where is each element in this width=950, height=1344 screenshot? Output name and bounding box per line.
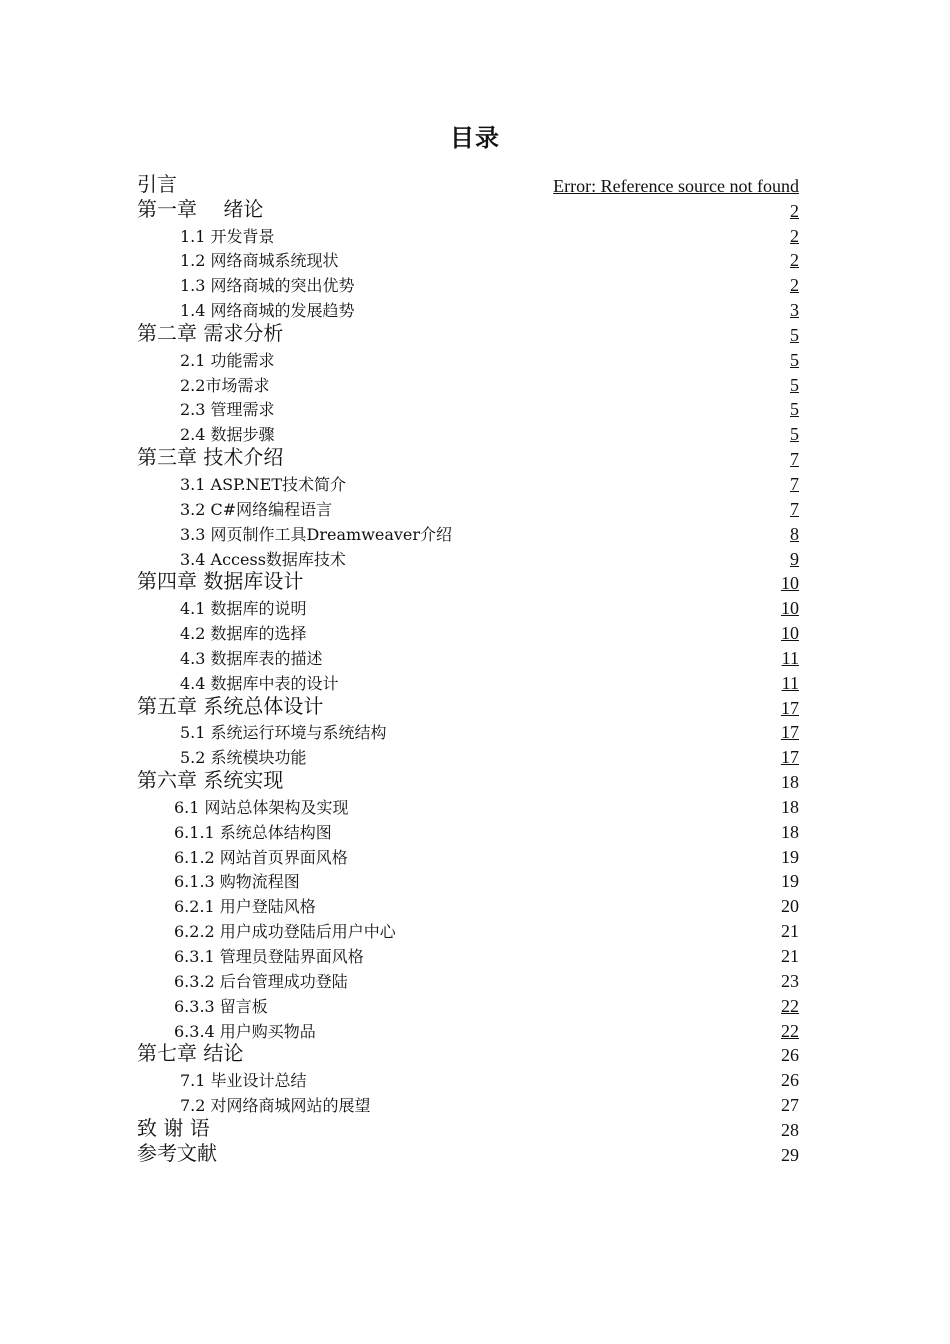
toc-entry-page-number[interactable]: 10 [781,623,799,644]
toc-entry-label: 6.1 网站总体架构及实现 [174,797,349,817]
toc-entry-page-number: 18 [781,772,799,793]
toc-entry-label: 6.2.1 用户登陆风格 [174,897,316,917]
toc-entry[interactable] [137,569,799,597]
toc-entry-page-number[interactable]: 9 [790,548,799,569]
toc-entry-page-number: 26 [781,1070,799,1091]
toc-entry-page-number: 20 [781,896,799,917]
toc-entry-label: 2.3 管理需求 [180,400,275,420]
toc-entry-page-number[interactable]: Error: Reference source not found [553,175,799,196]
toc-entry[interactable] [137,770,799,795]
toc-entry-label: 6.3.4 用户购买物品 [174,1021,316,1041]
toc-entry-page-number[interactable]: 8 [790,523,799,544]
toc-entry-label: 3.2 C#网络编程语言 [180,499,333,519]
toc-entry-label: 第七章 结论 [137,1041,244,1066]
toc-entry-page-number[interactable]: 7 [790,498,799,519]
toc-entry-page-number[interactable]: 11 [781,647,799,668]
toc-entry-page-number[interactable]: 17 [781,722,799,743]
toc-entry-label: 参考文献 [137,1140,217,1165]
toc-entry-page-number[interactable]: 5 [790,324,799,345]
toc-entry-label: 第五章 系统总体设计 [137,693,324,718]
toc-entry-page-number[interactable]: 5 [790,349,799,370]
toc-entry-label: 5.1 系统运行环境与系统结构 [180,723,387,743]
toc-title: 目录 [450,124,500,152]
toc-entry-label: 第四章 数据库设计 [137,569,304,594]
toc-entry[interactable] [137,348,799,373]
toc-entry-label: 第三章 技术介绍 [137,445,284,470]
toc-entry-page-number: 29 [781,1144,799,1165]
toc-entry[interactable] [137,472,799,497]
toc-entry[interactable] [137,1068,799,1093]
toc-entry-label: 4.4 数据库中表的设计 [180,673,339,693]
toc-entry[interactable] [137,693,799,721]
toc-entry-page-number[interactable]: 2 [790,200,799,221]
toc-entry[interactable] [137,497,799,522]
toc-entry-label: 7.2 对网络商城网站的展望 [180,1096,371,1116]
toc-entry[interactable] [137,522,799,547]
toc-entry[interactable] [137,646,799,671]
toc-entry-label: 2.1 功能需求 [180,350,275,370]
toc-entry-label: 6.1.2 网站首页界面风格 [174,847,348,867]
toc-entry[interactable] [137,398,799,423]
toc-entry-page-number: 18 [781,821,799,842]
toc-entry-page-number[interactable]: 22 [781,1020,799,1041]
toc-entry[interactable] [137,994,799,1019]
toc-entry[interactable] [137,820,799,845]
toc-entry-page-number: 19 [781,871,799,892]
toc-entry-page-number: 26 [781,1045,799,1066]
toc-entry-label: 4.2 数据库的选择 [180,624,307,644]
toc-entry-label: 3.4 Access数据库技术 [180,549,346,569]
toc-entry-label: 3.3 网页制作工具Dreamweaver介绍 [180,524,453,544]
toc-entry-label: 引言 [137,171,177,196]
toc-entry-page-number[interactable]: 17 [781,747,799,768]
table-of-contents [137,171,799,1168]
toc-entry-page-number: 21 [781,946,799,966]
toc-entry-label: 7.1 毕业设计总结 [180,1071,307,1091]
toc-entry-page-number[interactable]: 2 [790,225,799,246]
toc-entry[interactable] [137,870,799,895]
toc-entry-page-number: 19 [781,846,799,867]
toc-entry-page-number[interactable]: 2 [790,250,799,271]
toc-entry-page-number[interactable]: 10 [781,573,799,594]
toc-entry[interactable] [137,1093,799,1118]
toc-entry[interactable] [137,447,799,472]
toc-entry[interactable] [137,621,799,646]
toc-entry-page-number[interactable]: 17 [781,697,799,718]
toc-entry-page-number[interactable]: 11 [781,672,799,693]
toc-entry-page-number[interactable]: 5 [790,374,799,395]
toc-entry-page-number: 28 [781,1119,799,1140]
toc-entry-page-number[interactable]: 2 [790,275,799,296]
toc-entry-label: 6.1.3 购物流程图 [174,872,300,892]
toc-entry[interactable] [137,919,799,944]
toc-entry-label: 1.4 网络商城的发展趋势 [180,301,355,321]
toc-entry[interactable] [137,273,799,298]
toc-entry-label: 致 谢 语 [137,1115,210,1140]
toc-entry[interactable] [137,373,799,398]
toc-entry[interactable] [137,224,799,249]
toc-entry-page-number[interactable]: 22 [781,995,799,1016]
toc-entry-label: 2.2市场需求 [180,375,270,395]
toc-entry[interactable] [137,596,799,621]
toc-entry-label: 6.1.1 系统总体结构图 [174,822,332,842]
toc-entry[interactable] [137,1140,799,1168]
toc-entry-label: 第一章 绪论 [137,196,264,221]
toc-entry[interactable] [137,320,799,348]
toc-entry[interactable] [137,944,799,969]
toc-entry-page-number[interactable]: 10 [781,598,799,619]
toc-entry-label: 1.1 开发背景 [180,226,275,246]
toc-entry-label: 6.3.3 留言板 [174,996,268,1016]
toc-entry-label: 4.3 数据库表的描述 [180,648,323,668]
toc-entry-page-number[interactable]: 5 [790,424,799,445]
toc-entry-label: 2.4 数据步骤 [180,425,275,445]
toc-entry-page-number: 21 [781,921,799,942]
toc-entry-label: 6.2.2 用户成功登陆后用户中心 [174,922,396,942]
toc-entry-page-number[interactable]: 3 [790,300,799,321]
toc-entry-label: 1.3 网络商城的突出优势 [180,276,355,296]
toc-entry[interactable] [137,196,799,224]
toc-entry-label: 4.1 数据库的说明 [180,599,307,619]
toc-entry[interactable] [137,1041,799,1069]
toc-entry-page-number: 23 [781,970,799,991]
toc-entry-page-number: 27 [781,1095,799,1116]
toc-entry-label: 第六章 系统实现 [137,768,284,793]
toc-entry-page-number[interactable]: 5 [790,399,799,420]
toc-entry-page-number[interactable]: 7 [790,449,799,470]
toc-entry[interactable] [137,845,799,870]
toc-entry-label: 1.2 网络商城系统现状 [180,251,339,271]
toc-entry[interactable] [137,249,799,274]
toc-entry[interactable] [137,894,799,919]
toc-entry-label: 第二章 需求分析 [137,320,284,345]
toc-entry-page-number: 18 [781,796,799,817]
toc-entry-label: 5.2 系统模块功能 [180,748,307,768]
toc-entry-label: 6.3.1 管理员登陆界面风格 [174,947,364,966]
toc-entry[interactable] [137,721,799,746]
toc-entry[interactable] [137,1115,799,1143]
toc-entry[interactable] [137,969,799,994]
toc-entry[interactable] [137,795,799,820]
toc-entry-label: 6.3.2 后台管理成功登陆 [174,971,348,991]
toc-entry-label: 3.1 ASP.NET技术简介 [180,474,347,494]
toc-entry-page-number[interactable]: 7 [790,473,799,494]
